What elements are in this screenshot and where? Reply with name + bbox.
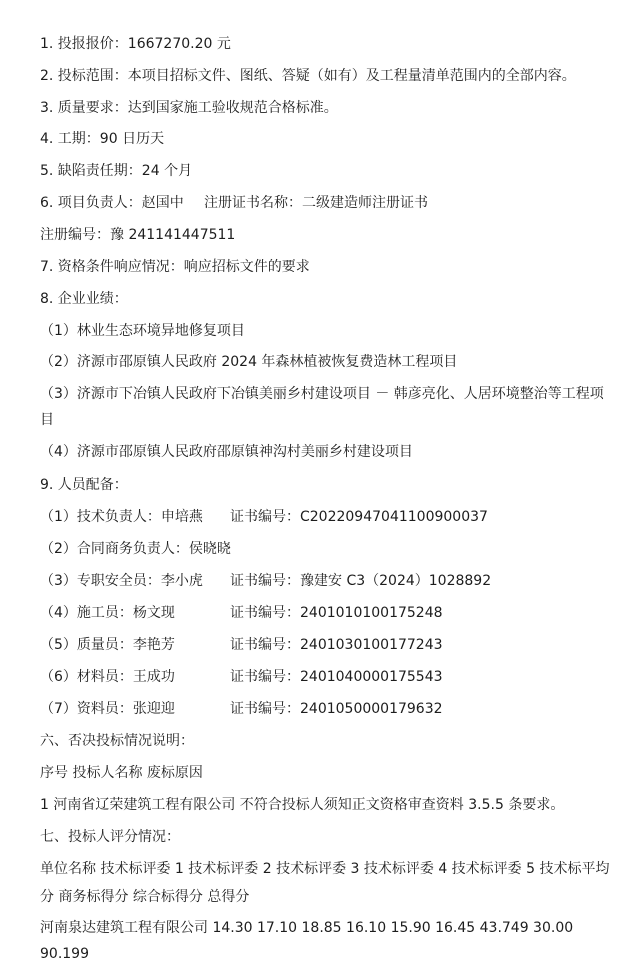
performance-item: （2）济源市邵原镇人民政府 2024 年森林植被恢复费造林工程项目 [40,354,458,370]
reject-row: 1 河南省辽荣建筑工程有限公司 不符合投标人须知正文资格审查资料 3.5.5 条要求。 [40,797,565,813]
performance-item-continued: 目 [40,412,54,428]
staff-title: 9. 人员配备： [40,477,128,493]
staff-role: （1）技术负责人：申培燕 [40,509,203,525]
score-header: 单位名称 技术标评委 1 技术标评委 2 技术标评委 3 技术标评委 4 技术标评委 5 技术标平均 [40,861,610,877]
score-title: 七、投标人评分情况： [40,829,180,845]
staff-role: （2）合同商务负责人：侯晓晓 [40,541,231,557]
staff-cert: 证书编号：2401030100177243 [230,637,443,653]
staff-cert: 证书编号：2401010100175248 [230,605,443,621]
staff-cert: 证书编号：C2022094704110090003​7 [230,509,488,525]
performance-item: （4）济源市邵原镇人民政府邵原镇神沟村美丽乡村建设项目 [40,444,413,460]
project-manager-line: 6. 项目负责人：赵国中 [40,195,184,211]
score-header-continued: 分 商务标得分 综合标得分 总得分 [40,889,250,905]
performance-item: （3）济源市下冶镇人民政府下冶镇美丽乡村建设项目 － 韩彦亮化、人居环境整治等工程项 [40,386,604,402]
staff-role: （4）施工员：杨文现 [40,605,175,621]
qualification-line: 7. 资格条件响应情况：响应招标文件的要求 [40,259,310,275]
staff-role: （5）质量员：李艳芳 [40,637,175,653]
performance-item: （1）林业生态环境异地修复项目 [40,323,245,339]
bid-price-line: 1. 投报报价：1667270.20 元 [40,36,231,52]
warranty-line: 5. 缺陷责任期：24 个月 [40,163,193,179]
performance-title: 8. 企业业绩： [40,291,128,307]
staff-cert: 证书编号：2401050000179632 [230,701,443,717]
quality-line: 3. 质量要求：达到国家施工验收规范合格标准。 [40,100,338,116]
staff-cert: 证书编号：2401040000175543 [230,669,443,685]
reject-title: 六、否决投标情况说明： [40,733,194,749]
score-row-continued: 90.199 [40,946,89,962]
staff-role: （7）资料员：张迎迎 [40,701,175,717]
pm-cert-name: 注册证书名称：二级建造师注册证书 [204,195,428,211]
staff-role: （6）材料员：王成功 [40,669,175,685]
bid-scope-line: 2. 投标范围：本项目招标文件、图纸、答疑（如有）及工程量清单范围内的全部内容。 [40,68,576,84]
staff-cert: 证书编号：豫建安 C3（2024）1028892 [230,573,492,589]
pm-reg-number: 注册编号：豫 241141447511 [40,227,236,243]
score-row: 河南泉达建筑工程有限公司 14.30 17.10 18.85 16.10 15.90 16.45 43.749 30.00 [40,920,574,936]
duration-line: 4. 工期：90 日历天 [40,131,165,147]
staff-role: （3）专职安全员：李小虎 [40,573,203,589]
reject-header: 序号 投标人名称 废标原因 [40,765,203,781]
